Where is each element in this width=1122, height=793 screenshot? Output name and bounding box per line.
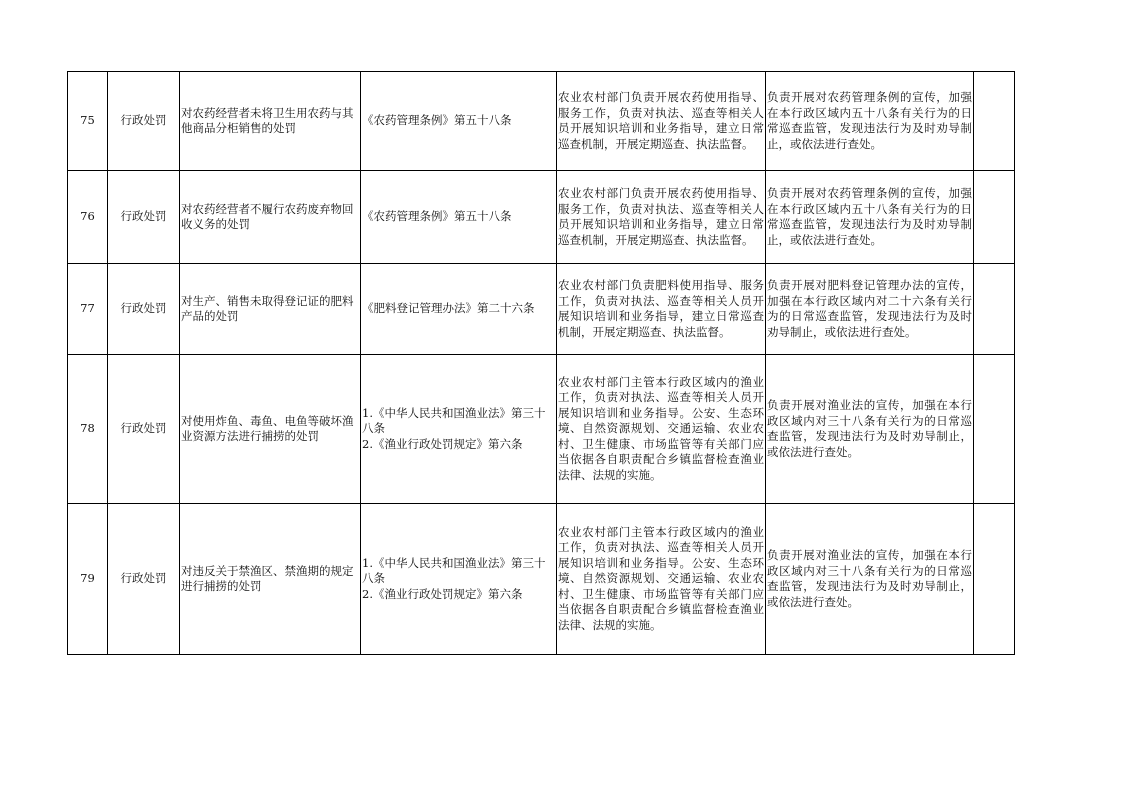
legal-basis-line: 《肥料登记管理办法》第二十六条 <box>362 301 535 316</box>
township-duty: 负责开展对肥料登记管理办法的宣传，加强在本行政区域内对二十六条有关行为的日常巡查监管，发现违法行为及时劝导制止，或依法进行查处。 <box>766 264 974 355</box>
power-type: 行政处罚 <box>108 264 180 355</box>
table-row <box>68 504 1015 655</box>
power-type: 行政处罚 <box>108 355 180 504</box>
department-responsibility: 农业农村部门主管本行政区域内的渔业工作，负责对执法、巡查等相关人员开展知识培训和业务指导。公安、生态环境、自然资源规划、交通运输、农业农村、卫生健康、市场监管等有关部门应当依据各自职责配合乡镇监督检查渔业法律、法规的实施。 <box>557 355 766 504</box>
department-responsibility: 农业农村部门主管本行政区域内的渔业工作，负责对执法、巡查等相关人员开展知识培训和业务指导。公安、生态环境、自然资源规划、交通运输、农业农村、卫生健康、市场监管等有关部门应当依据各自职责配合乡镇监督检查渔业法律、法规的实施。 <box>557 504 766 655</box>
penalty-table <box>67 71 1015 655</box>
department-responsibility: 农业农村部门负责开展农药使用指导、服务工作，负责对执法、巡查等相关人员开展知识培训和业务指导，建立日常巡查机制，开展定期巡查、执法监督。 <box>557 171 766 264</box>
table-body <box>68 72 1015 655</box>
legal-basis-line: 2.《渔业行政处罚规定》第六条 <box>362 436 523 451</box>
legal-basis <box>361 264 557 355</box>
power-item-name: 对使用炸鱼、毒鱼、电鱼等破坏渔业资源方法进行捕捞的处罚 <box>180 355 361 504</box>
legal-basis <box>361 171 557 264</box>
legal-basis-line: 1.《中华人民共和国渔业法》第三十八条 <box>362 555 546 586</box>
row-number: 78 <box>68 355 108 504</box>
township-duty: 负责开展对渔业法的宣传，加强在本行政区域内对三十八条有关行为的日常巡查监管，发现违法行为及时劝导制止，或依法进行查处。 <box>766 355 974 504</box>
legal-basis <box>361 355 557 504</box>
department-responsibility: 农业农村部门负责开展农药使用指导、服务工作，负责对执法、巡查等相关人员开展知识培训和业务指导，建立日常巡查机制，开展定期巡查、执法监督。 <box>557 72 766 171</box>
remarks <box>974 355 1015 504</box>
row-number: 75 <box>68 72 108 171</box>
remarks <box>974 264 1015 355</box>
power-item-name: 对农药经营者不履行农药废弃物回收义务的处罚 <box>180 171 361 264</box>
power-type: 行政处罚 <box>108 72 180 171</box>
table-row <box>68 171 1015 264</box>
legal-basis-line: 1.《中华人民共和国渔业法》第三十八条 <box>362 405 546 436</box>
remarks <box>974 504 1015 655</box>
legal-basis-line: 《农药管理条例》第五十八条 <box>362 113 512 128</box>
department-responsibility: 农业农村部门负责肥料使用指导、服务工作，负责对执法、巡查等相关人员开展知识培训和业务指导，建立日常巡查机制，开展定期巡查、执法监督。 <box>557 264 766 355</box>
township-duty: 负责开展对农药管理条例的宣传，加强在本行政区域内五十八条有关行为的日常巡查监管，发现违法行为及时劝导制止，或依法进行查处。 <box>766 171 974 264</box>
legal-basis <box>361 504 557 655</box>
row-number: 79 <box>68 504 108 655</box>
row-number: 77 <box>68 264 108 355</box>
legal-basis-line: 《农药管理条例》第五十八条 <box>362 209 512 224</box>
remarks <box>974 72 1015 171</box>
table-row <box>68 264 1015 355</box>
table-row <box>68 355 1015 504</box>
legal-basis-line: 2.《渔业行政处罚规定》第六条 <box>362 586 523 601</box>
power-type: 行政处罚 <box>108 504 180 655</box>
row-number: 76 <box>68 171 108 264</box>
legal-basis <box>361 72 557 171</box>
township-duty: 负责开展对农药管理条例的宣传，加强在本行政区域内五十八条有关行为的日常巡查监管，发现违法行为及时劝导制止，或依法进行查处。 <box>766 72 974 171</box>
power-item-name: 对违反关于禁渔区、禁渔期的规定进行捕捞的处罚 <box>180 504 361 655</box>
township-duty: 负责开展对渔业法的宣传，加强在本行政区域内对三十八条有关行为的日常巡查监管，发现违法行为及时劝导制止，或依法进行查处。 <box>766 504 974 655</box>
table-row <box>68 72 1015 171</box>
power-type: 行政处罚 <box>108 171 180 264</box>
remarks <box>974 171 1015 264</box>
power-item-name: 对生产、销售未取得登记证的肥料产品的处罚 <box>180 264 361 355</box>
power-item-name: 对农药经营者未将卫生用农药与其他商品分柜销售的处罚 <box>180 72 361 171</box>
